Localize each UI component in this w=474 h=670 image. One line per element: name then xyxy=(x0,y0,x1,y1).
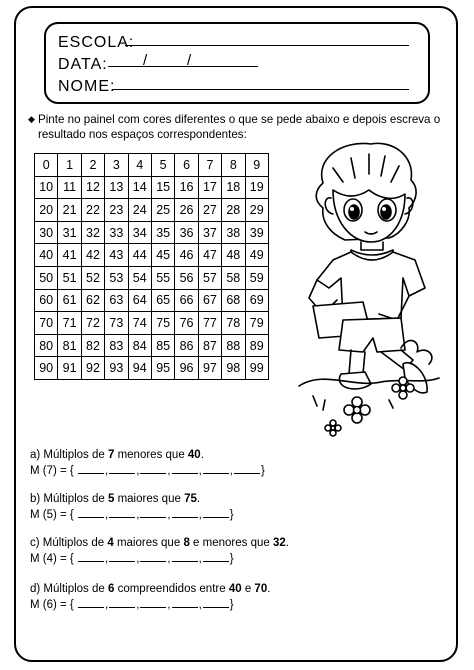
grid-cell[interactable]: 83 xyxy=(105,334,128,357)
grid-row xyxy=(35,176,269,199)
answer-prefix: M (4) = { xyxy=(30,553,77,565)
answer-blank[interactable] xyxy=(172,464,198,474)
answer-blank[interactable] xyxy=(172,598,198,608)
grid-cell[interactable]: 58 xyxy=(222,266,245,289)
grid-cell[interactable]: 35 xyxy=(151,221,174,244)
answer-blank[interactable] xyxy=(140,508,166,518)
comma-separator: , xyxy=(136,553,140,565)
comma-separator: , xyxy=(198,509,202,521)
comma-separator: , xyxy=(198,553,202,565)
grid-cell[interactable]: 47 xyxy=(198,244,221,267)
grid-cell[interactable]: 87 xyxy=(198,334,221,357)
answer-blank[interactable] xyxy=(109,464,135,474)
grid-cell[interactable]: 46 xyxy=(175,244,198,267)
answer-prefix: M (6) = { xyxy=(30,599,77,611)
answer-blank[interactable] xyxy=(203,552,229,562)
comma-separator: , xyxy=(198,465,202,477)
grid-cell[interactable]: 38 xyxy=(222,221,245,244)
grid-cell[interactable]: 57 xyxy=(198,266,221,289)
grid-cell[interactable]: 75 xyxy=(151,312,174,335)
grid-row xyxy=(35,312,269,335)
grid-cell[interactable]: 34 xyxy=(128,221,151,244)
grid-cell[interactable]: 88 xyxy=(222,334,245,357)
grid-row xyxy=(35,266,269,289)
answer-blank[interactable] xyxy=(140,552,166,562)
grid-row xyxy=(35,334,269,357)
exercise-c: c) Múltiplos de 4 maiores que 8 e menores que 32. xyxy=(30,537,289,549)
comma-separator: , xyxy=(167,599,171,611)
grid-cell[interactable]: 86 xyxy=(175,334,198,357)
grid-cell[interactable]: 37 xyxy=(198,221,221,244)
grid-cell[interactable]: 73 xyxy=(105,312,128,335)
grid-row xyxy=(35,289,269,312)
answer-suffix: } xyxy=(229,509,234,521)
comma-separator: , xyxy=(167,509,171,521)
grid-cell[interactable]: 14 xyxy=(128,176,151,199)
answer-prefix: M (5) = { xyxy=(30,509,77,521)
grid-row xyxy=(35,244,269,267)
answer-blank[interactable] xyxy=(109,552,135,562)
grid-cell[interactable]: 8 xyxy=(222,154,245,177)
instruction-text: Pinte no painel com cores diferentes o que se pede abaixo e depois escreva o resultado nos espaços correspondentes: xyxy=(38,113,441,141)
grid-cell[interactable]: 96 xyxy=(175,357,198,380)
grid-cell[interactable]: 13 xyxy=(105,176,128,199)
grid-row xyxy=(35,199,269,222)
grid-cell[interactable]: 98 xyxy=(222,357,245,380)
grid-cell[interactable]: 44 xyxy=(128,244,151,267)
grid-cell[interactable]: 7 xyxy=(198,154,221,177)
exercise-d: d) Múltiplos de 6 compreendidos entre 40 e 70. xyxy=(30,583,271,595)
grid-cell[interactable]: 82 xyxy=(81,334,104,357)
grid-cell[interactable]: 2 xyxy=(81,154,104,177)
grid-cell[interactable]: 40 xyxy=(35,244,58,267)
answer-line-c xyxy=(30,552,234,565)
answer-blank[interactable] xyxy=(78,508,104,518)
grid-cell[interactable]: 55 xyxy=(151,266,174,289)
grid-cell[interactable]: 50 xyxy=(35,266,58,289)
answer-suffix: } xyxy=(261,465,265,477)
grid-cell[interactable]: 5 xyxy=(151,154,174,177)
answer-blank[interactable] xyxy=(78,464,104,474)
grid-cell[interactable]: 28 xyxy=(222,199,245,222)
answer-blank[interactable] xyxy=(203,464,229,474)
grid-cell[interactable]: 49 xyxy=(245,244,268,267)
grid-cell[interactable]: 29 xyxy=(245,199,268,222)
grid-cell[interactable]: 0 xyxy=(35,154,58,177)
answer-line-d xyxy=(30,598,234,611)
name-label: NOME: xyxy=(58,78,116,95)
comma-separator: , xyxy=(198,599,202,611)
grid-cell[interactable]: 76 xyxy=(175,312,198,335)
grid-cell[interactable]: 85 xyxy=(151,334,174,357)
grid-cell[interactable]: 64 xyxy=(128,289,151,312)
grid-cell[interactable]: 68 xyxy=(222,289,245,312)
answer-blank[interactable] xyxy=(78,598,104,608)
bullet-icon: ◆ xyxy=(28,114,35,124)
grid-cell[interactable]: 89 xyxy=(245,334,268,357)
answer-blank[interactable] xyxy=(172,508,198,518)
grid-cell[interactable]: 33 xyxy=(105,221,128,244)
school-label: ESCOLA: xyxy=(58,34,135,51)
grid-cell[interactable]: 21 xyxy=(58,199,81,222)
date-field[interactable] xyxy=(108,66,258,67)
grid-cell[interactable]: 42 xyxy=(81,244,104,267)
comma-separator: , xyxy=(136,599,140,611)
name-field[interactable] xyxy=(112,89,409,90)
grid-cell[interactable]: 93 xyxy=(105,357,128,380)
exercise-b: b) Múltiplos de 5 maiores que 75. xyxy=(30,493,201,505)
grid-row xyxy=(35,221,269,244)
answer-suffix: } xyxy=(229,553,234,565)
grid-cell[interactable]: 39 xyxy=(245,221,268,244)
grid-cell[interactable]: 80 xyxy=(35,334,58,357)
grid-cell[interactable]: 6 xyxy=(175,154,198,177)
grid-cell[interactable]: 69 xyxy=(245,289,268,312)
comma-separator: , xyxy=(104,553,109,565)
answer-prefix: M (7) = { xyxy=(30,465,77,477)
grid-cell[interactable]: 97 xyxy=(198,357,221,380)
grid-cell[interactable]: 62 xyxy=(81,289,104,312)
comma-separator: , xyxy=(104,465,109,477)
grid-cell[interactable]: 74 xyxy=(128,312,151,335)
grid-cell[interactable]: 31 xyxy=(58,221,81,244)
grid-cell[interactable]: 51 xyxy=(58,266,81,289)
comma-separator: , xyxy=(104,599,109,611)
grid-cell[interactable]: 23 xyxy=(105,199,128,222)
grid-cell[interactable]: 19 xyxy=(245,176,268,199)
grid-cell[interactable]: 63 xyxy=(105,289,128,312)
grid-cell[interactable]: 48 xyxy=(222,244,245,267)
answer-blank[interactable] xyxy=(109,598,135,608)
grid-cell[interactable]: 99 xyxy=(245,357,268,380)
grid-cell[interactable]: 66 xyxy=(175,289,198,312)
grid-cell[interactable]: 91 xyxy=(58,357,81,380)
comma-separator: , xyxy=(229,465,233,477)
exercise-a: a) Múltiplos de 7 menores que 40. xyxy=(30,449,204,461)
date-separator: / xyxy=(187,52,193,69)
grid-cell[interactable]: 43 xyxy=(105,244,128,267)
grid-cell[interactable]: 61 xyxy=(58,289,81,312)
grid-cell[interactable]: 71 xyxy=(58,312,81,335)
grid-cell[interactable]: 67 xyxy=(198,289,221,312)
grid-cell[interactable]: 27 xyxy=(198,199,221,222)
grid-cell[interactable]: 84 xyxy=(128,334,151,357)
grid-cell[interactable]: 20 xyxy=(35,199,58,222)
grid-cell[interactable]: 32 xyxy=(81,221,104,244)
answer-blank[interactable] xyxy=(234,464,260,474)
answer-line-a xyxy=(30,464,265,477)
comma-separator: , xyxy=(136,509,140,521)
answer-suffix: } xyxy=(229,599,234,611)
grid-cell[interactable]: 45 xyxy=(151,244,174,267)
grid-cell[interactable]: 90 xyxy=(35,357,58,380)
grid-cell[interactable]: 3 xyxy=(105,154,128,177)
grid-cell[interactable]: 94 xyxy=(128,357,151,380)
grid-cell[interactable]: 15 xyxy=(151,176,174,199)
date-separator: / xyxy=(143,52,149,69)
comma-separator: , xyxy=(104,509,109,521)
grid-cell[interactable]: 11 xyxy=(58,176,81,199)
grid-cell[interactable]: 65 xyxy=(151,289,174,312)
answer-blank[interactable] xyxy=(172,552,198,562)
grid-cell[interactable]: 41 xyxy=(58,244,81,267)
grid-cell[interactable]: 77 xyxy=(198,312,221,335)
answer-blank[interactable] xyxy=(140,598,166,608)
grid-cell[interactable]: 36 xyxy=(175,221,198,244)
answer-blank[interactable] xyxy=(140,464,166,474)
grid-cell[interactable]: 60 xyxy=(35,289,58,312)
grid-cell[interactable]: 9 xyxy=(245,154,268,177)
comma-separator: , xyxy=(167,465,171,477)
grid-cell[interactable]: 4 xyxy=(128,154,151,177)
grid-cell[interactable]: 79 xyxy=(245,312,268,335)
grid-cell[interactable]: 18 xyxy=(222,176,245,199)
grid-cell[interactable]: 53 xyxy=(105,266,128,289)
grid-cell[interactable]: 22 xyxy=(81,199,104,222)
grid-cell[interactable]: 70 xyxy=(35,312,58,335)
grid-cell[interactable]: 25 xyxy=(151,199,174,222)
boy-illustration xyxy=(293,138,443,448)
comma-separator: , xyxy=(167,553,171,565)
answer-blank[interactable] xyxy=(203,508,229,518)
number-grid xyxy=(34,153,269,380)
grid-row xyxy=(35,357,269,380)
grid-cell[interactable]: 78 xyxy=(222,312,245,335)
grid-cell[interactable]: 59 xyxy=(245,266,268,289)
grid-cell[interactable]: 52 xyxy=(81,266,104,289)
grid-cell[interactable]: 12 xyxy=(81,176,104,199)
grid-cell[interactable]: 95 xyxy=(151,357,174,380)
date-label: DATA: xyxy=(58,56,108,73)
grid-cell[interactable]: 16 xyxy=(175,176,198,199)
grid-cell[interactable]: 56 xyxy=(175,266,198,289)
grid-cell[interactable]: 1 xyxy=(58,154,81,177)
grid-cell[interactable]: 24 xyxy=(128,199,151,222)
school-field[interactable] xyxy=(125,45,409,46)
answer-line-b xyxy=(30,508,234,521)
answer-blank[interactable] xyxy=(203,598,229,608)
grid-cell[interactable]: 26 xyxy=(175,199,198,222)
grid-cell[interactable]: 92 xyxy=(81,357,104,380)
grid-cell[interactable]: 54 xyxy=(128,266,151,289)
grid-cell[interactable]: 72 xyxy=(81,312,104,335)
grid-cell[interactable]: 30 xyxy=(35,221,58,244)
grid-cell[interactable]: 81 xyxy=(58,334,81,357)
grid-cell[interactable]: 10 xyxy=(35,176,58,199)
grid-cell[interactable]: 17 xyxy=(198,176,221,199)
answer-blank[interactable] xyxy=(78,552,104,562)
answer-blank[interactable] xyxy=(109,508,135,518)
grid-row xyxy=(35,154,269,177)
comma-separator: , xyxy=(136,465,140,477)
